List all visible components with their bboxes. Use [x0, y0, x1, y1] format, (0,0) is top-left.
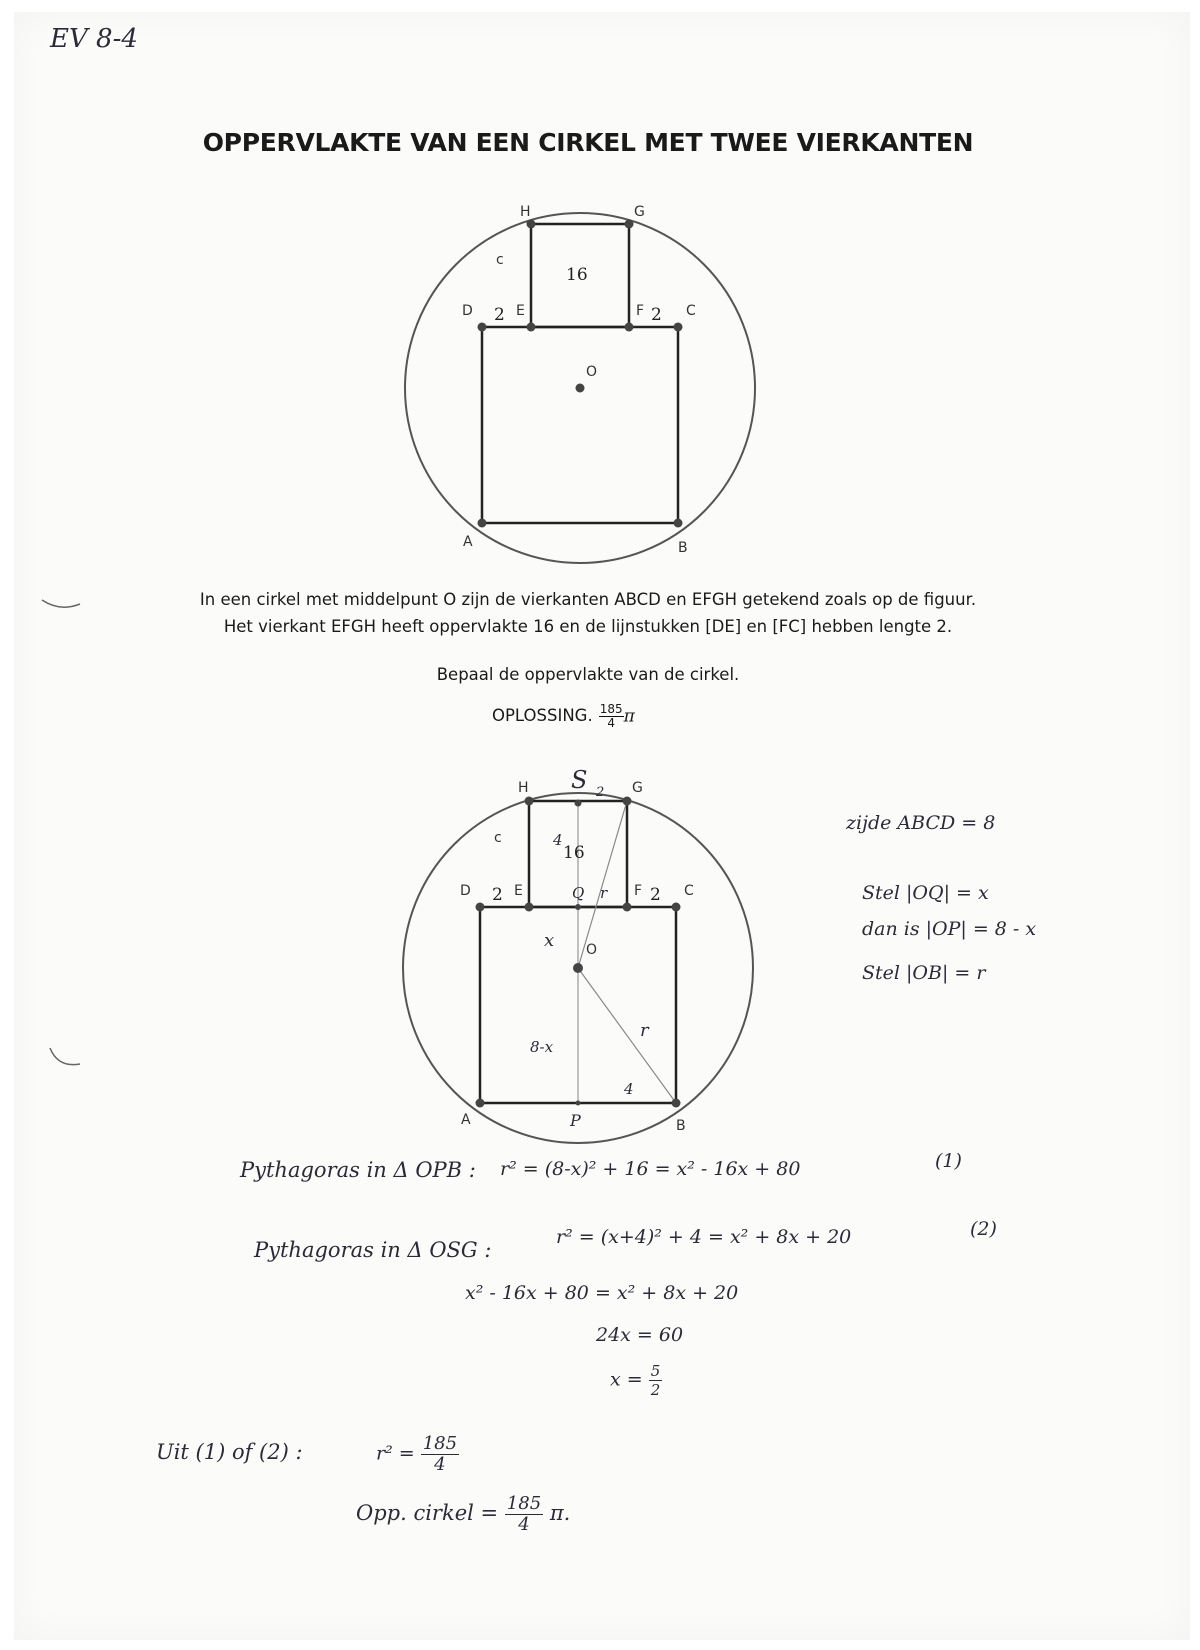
annot-two-top: 2	[596, 785, 605, 800]
label-b-2: B	[676, 1118, 686, 1134]
problem-line-1: In een cirkel met middelpunt O zijn de vierkanten ABCD en EFGH getekend zoals op de figuur.	[199, 590, 977, 609]
label-a-2: A	[461, 1112, 471, 1128]
length-de: 2	[494, 305, 505, 325]
r-squared-lhs: r² =	[376, 1442, 415, 1465]
note-op: dan is |OP| = 8 - x	[862, 918, 1037, 940]
problem-line-2: Het vierkant EFGH heeft oppervlakte 16 en de lijnstukken [DE] en [FC] hebben lengte 2.	[223, 617, 953, 636]
label-g-2: G	[632, 780, 643, 796]
solution-numerator: 185	[599, 702, 623, 716]
equation-5-fraction	[649, 1362, 663, 1399]
annot-x: x	[544, 930, 555, 951]
label-f: F	[636, 303, 645, 319]
label-g: G	[634, 204, 645, 220]
label-h-2: H	[518, 780, 529, 796]
annot-r-ob: r	[640, 1020, 649, 1041]
label-o: O	[586, 364, 598, 380]
annot-four-bottom: 4	[624, 1080, 634, 1098]
label-d: D	[462, 303, 473, 319]
label-e-2: E	[514, 883, 523, 899]
label-s: S	[571, 766, 588, 794]
note-side-length: zijde ABCD = 8	[846, 812, 996, 834]
label-p: P	[570, 1111, 581, 1130]
equation-5	[610, 1362, 662, 1399]
circle-area-lhs: Opp. cirkel =	[356, 1501, 499, 1525]
solution-pi: π	[623, 706, 635, 727]
length-de-2: 2	[492, 885, 503, 905]
label-e: E	[516, 303, 525, 319]
equation-5-numerator: 5	[650, 1362, 661, 1380]
label-q: Q	[572, 884, 585, 902]
uit-label: Uit (1) of (2) :	[156, 1440, 303, 1464]
label-c-vertex: C	[686, 303, 696, 319]
length-fc: 2	[651, 305, 662, 325]
equation-1-tag: (1)	[935, 1150, 962, 1172]
circle-area-fraction	[505, 1494, 543, 1535]
area-efgh-2: 16	[563, 843, 585, 863]
problem-question: Bepaal de oppervlakte van de cirkel.	[436, 665, 740, 684]
equation-3: x² - 16x + 80 = x² + 8x + 20	[465, 1282, 739, 1304]
r-squared-fraction	[421, 1434, 459, 1475]
annot-eight-minus-x: 8-x	[530, 1038, 554, 1056]
equation-2: r² = (x+4)² + 4 = x² + 8x + 20	[556, 1226, 852, 1248]
pythagoras-opb-label: Pythagoras in Δ OPB :	[240, 1158, 476, 1182]
area-efgh: 16	[566, 265, 588, 285]
length-fc-2: 2	[650, 885, 661, 905]
r-squared-result	[376, 1434, 459, 1475]
page-title: OPPERVLAKTE VAN EEN CIRKEL MET TWEE VIERKANTEN	[202, 128, 974, 157]
label-c-vertex-2: C	[684, 883, 694, 899]
circle-area-numerator: 185	[506, 1493, 542, 1514]
annot-four-top: 4	[553, 831, 563, 849]
solution-label: OPLOSSING.	[492, 706, 593, 725]
r-squared-denominator: 4	[434, 1454, 446, 1475]
figure-1	[405, 204, 755, 563]
solution-denominator: 4	[607, 716, 615, 730]
label-f-2: F	[634, 883, 643, 899]
figure-2	[403, 766, 753, 1143]
label-c-2: c	[494, 830, 502, 846]
circle-area-result	[356, 1494, 570, 1535]
equation-5-denominator: 2	[650, 1381, 661, 1399]
equation-1: r² = (8-x)² + 16 = x² - 16x + 80	[500, 1158, 801, 1180]
label-h: H	[520, 204, 531, 220]
circle-area-denominator: 4	[518, 1514, 530, 1535]
label-c: c	[496, 252, 504, 268]
note-ob: Stel |OB| = r	[862, 962, 986, 984]
label-a: A	[463, 534, 473, 550]
pythagoras-osg-label: Pythagoras in Δ OSG :	[254, 1238, 492, 1262]
circle-area-pi: π.	[549, 1501, 571, 1525]
square-abcd	[482, 327, 678, 523]
label-d-2: D	[460, 883, 471, 899]
r-squared-numerator: 185	[422, 1433, 458, 1454]
equation-4: 24x = 60	[596, 1324, 684, 1346]
annot-r-q: r	[600, 884, 608, 902]
equation-2-tag: (2)	[970, 1218, 997, 1240]
solution-fraction	[599, 703, 624, 730]
label-o-2: O	[586, 942, 598, 958]
equation-5-lhs: x =	[610, 1368, 643, 1391]
margin-mark-2	[50, 1048, 80, 1065]
note-oq: Stel |OQ| = x	[862, 882, 989, 904]
label-b: B	[678, 540, 688, 556]
exercise-code: EV 8-4	[50, 24, 138, 54]
solution-answer	[492, 703, 635, 730]
